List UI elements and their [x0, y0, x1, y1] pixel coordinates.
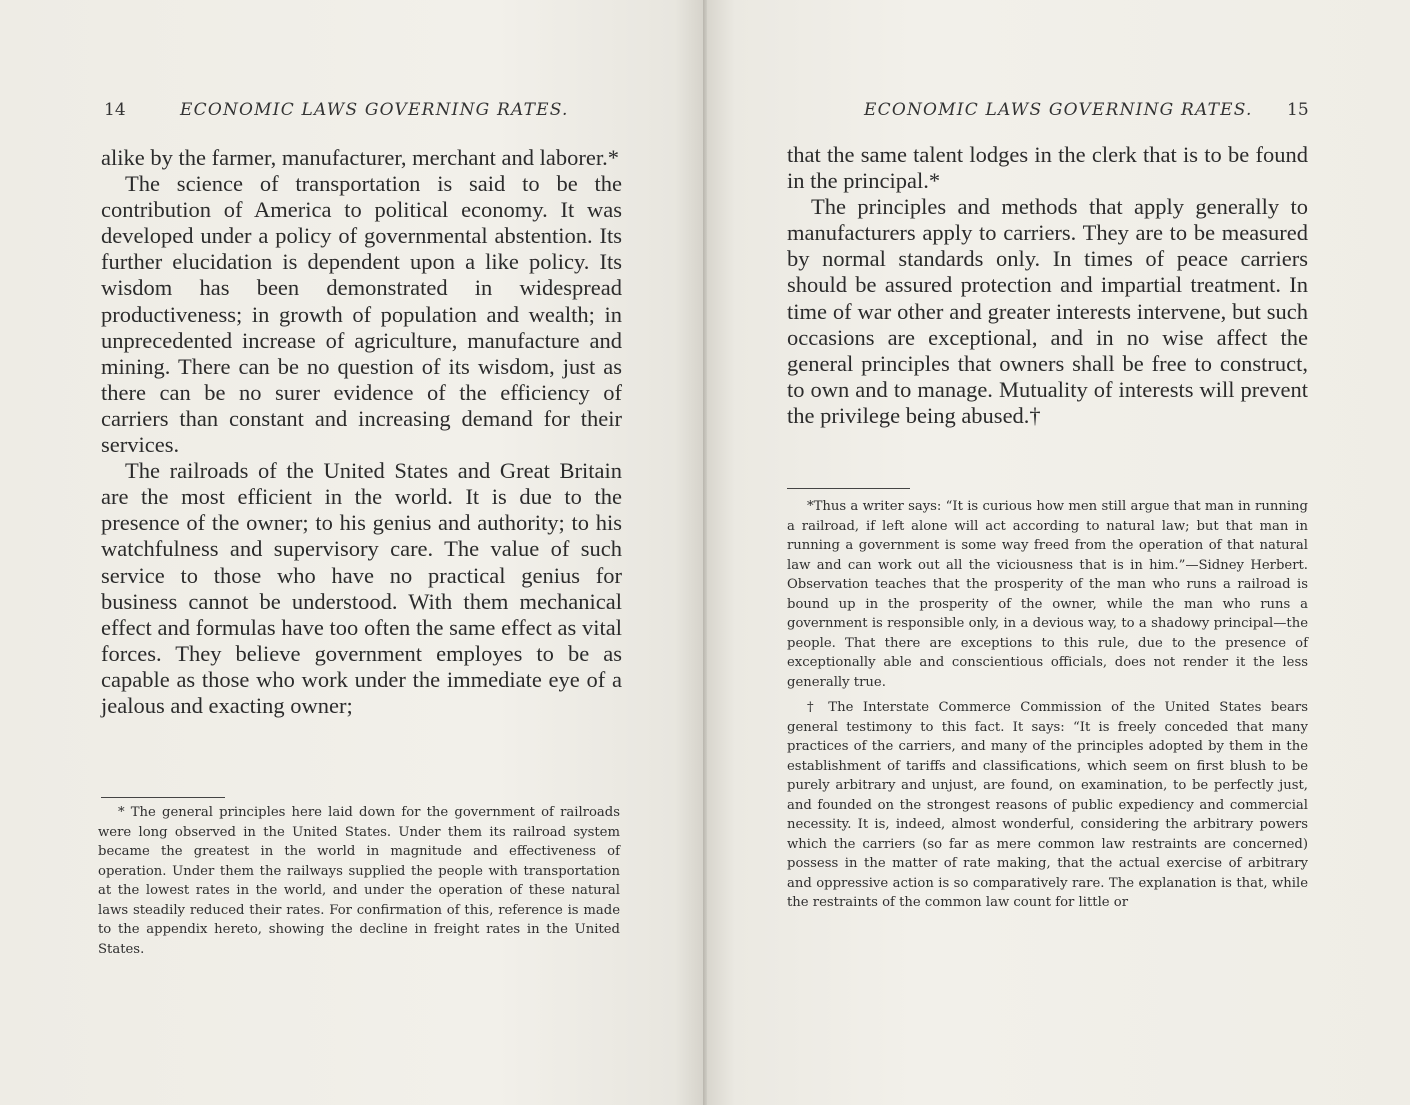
- left-body-text: [101, 145, 622, 719]
- right-running-title: ECONOMIC LAWS GOVERNING RATES.: [864, 100, 1253, 120]
- right-page-header: [707, 100, 1410, 124]
- right-page-number: 15: [1287, 100, 1309, 120]
- left-footnotes: [98, 803, 620, 965]
- footnote: *Thus a writer says: “It is curious how men still argue that man in running a railroad, if left alone will act according to natural law; but that man in running a government is some way freed from the operation of that natural law and can work out all the viciousness that is in him.”—Sidney Herbert. Observation teaches that the prosperity of the man who runs a railroad is bound up in the prosperity of the owner, while the man who runs a government is responsible only, in a devious way, to a shadowy principal—the people. That there are exceptions to this rule, due to the presence of exceptionally able and conscientious officials, does not render it the less generally true.: [787, 499, 1308, 690]
- paragraph: that the same talent lodges in the clerk that is to be found in the principal.*: [787, 142, 1308, 194]
- paragraph: The principles and methods that apply generally to manufacturers apply to carriers. They are to be measured by normal standards only. In times of peace carriers should be assured protection and impartial treatment. In time of war other and greater interests intervene, but such occasions are exceptional, and in no wise affect the general principles that owners shall be free to construct, to own and to manage. Mutuality of interests will prevent the privilege being abused.†: [787, 194, 1308, 428]
- footnote: † The Interstate Commerce Commission of the United States bears general testimony to this fact. It says: “It is freely conceded that many practices of the carriers, and many of the principles adopted by them in the establishment of tariffs and classifications, which seem on first blush to be purely arbitrary and unjust, are found, on examination, to be perfectly just, and founded on the strongest reasons of public expediency and commercial necessity. It is, indeed, almost wonderful, considering the arbitrary powers which the carriers (so far as mere common law restraints are concerned) possess in the matter of rate making, that the actual exercise of arbitrary and oppressive action is so comparatively rare. The explanation is that, while the restraints of the common law count for little or: [787, 700, 1308, 910]
- right-body-text: [787, 142, 1308, 429]
- left-running-title: ECONOMIC LAWS GOVERNING RATES.: [180, 100, 569, 120]
- right-page: [707, 0, 1410, 1105]
- right-footnotes: [787, 497, 1308, 919]
- paragraph: The railroads of the United States and Great Britain are the most efficient in the world. It is due to the presence of the owner; to his genius and authority; to his watchfulness and supervisory care. The value of such service to those who have no practical genius for business cannot be understood. With them mechanical effect and formulas have too often the same effect as vital forces. They believe government employes to be as capable as those who work under the immediate eye of a jealous and exacting owner;: [101, 458, 622, 718]
- paragraph: alike by the farmer, manufacturer, merchant and laborer.*: [101, 145, 619, 170]
- paragraph: The science of transportation is said to be the contribution of America to political economy. It was developed under a policy of governmental abstention. Its further elucidation is dependent upon a like policy. Its wisdom has been demonstrated in widespread productiveness; in growth of population and wealth; in unprecedented increase of agriculture, manufacture and mining. There can be no question of its wisdom, just as there can be no surer evidence of the efficiency of carriers than constant and increasing demand for their services.: [101, 171, 622, 458]
- left-page-number: 14: [104, 100, 126, 120]
- footnote-rule: [101, 797, 225, 798]
- left-page-header: [0, 100, 703, 124]
- footnote: * The general principles here laid down for the government of railroads were long observed in the United States. Under them its railroad system became the greatest in the world in magnitude and effectiveness of operation. Under them the railways supplied the people with transportation at the lowest rates in the world, and under the operation of these natural laws steadily reduced their rates. For confirmation of this, reference is made to the appendix hereto, showing the decline in freight rates in the United States.: [98, 805, 620, 957]
- left-page: [0, 0, 703, 1105]
- footnote-rule: [787, 488, 910, 489]
